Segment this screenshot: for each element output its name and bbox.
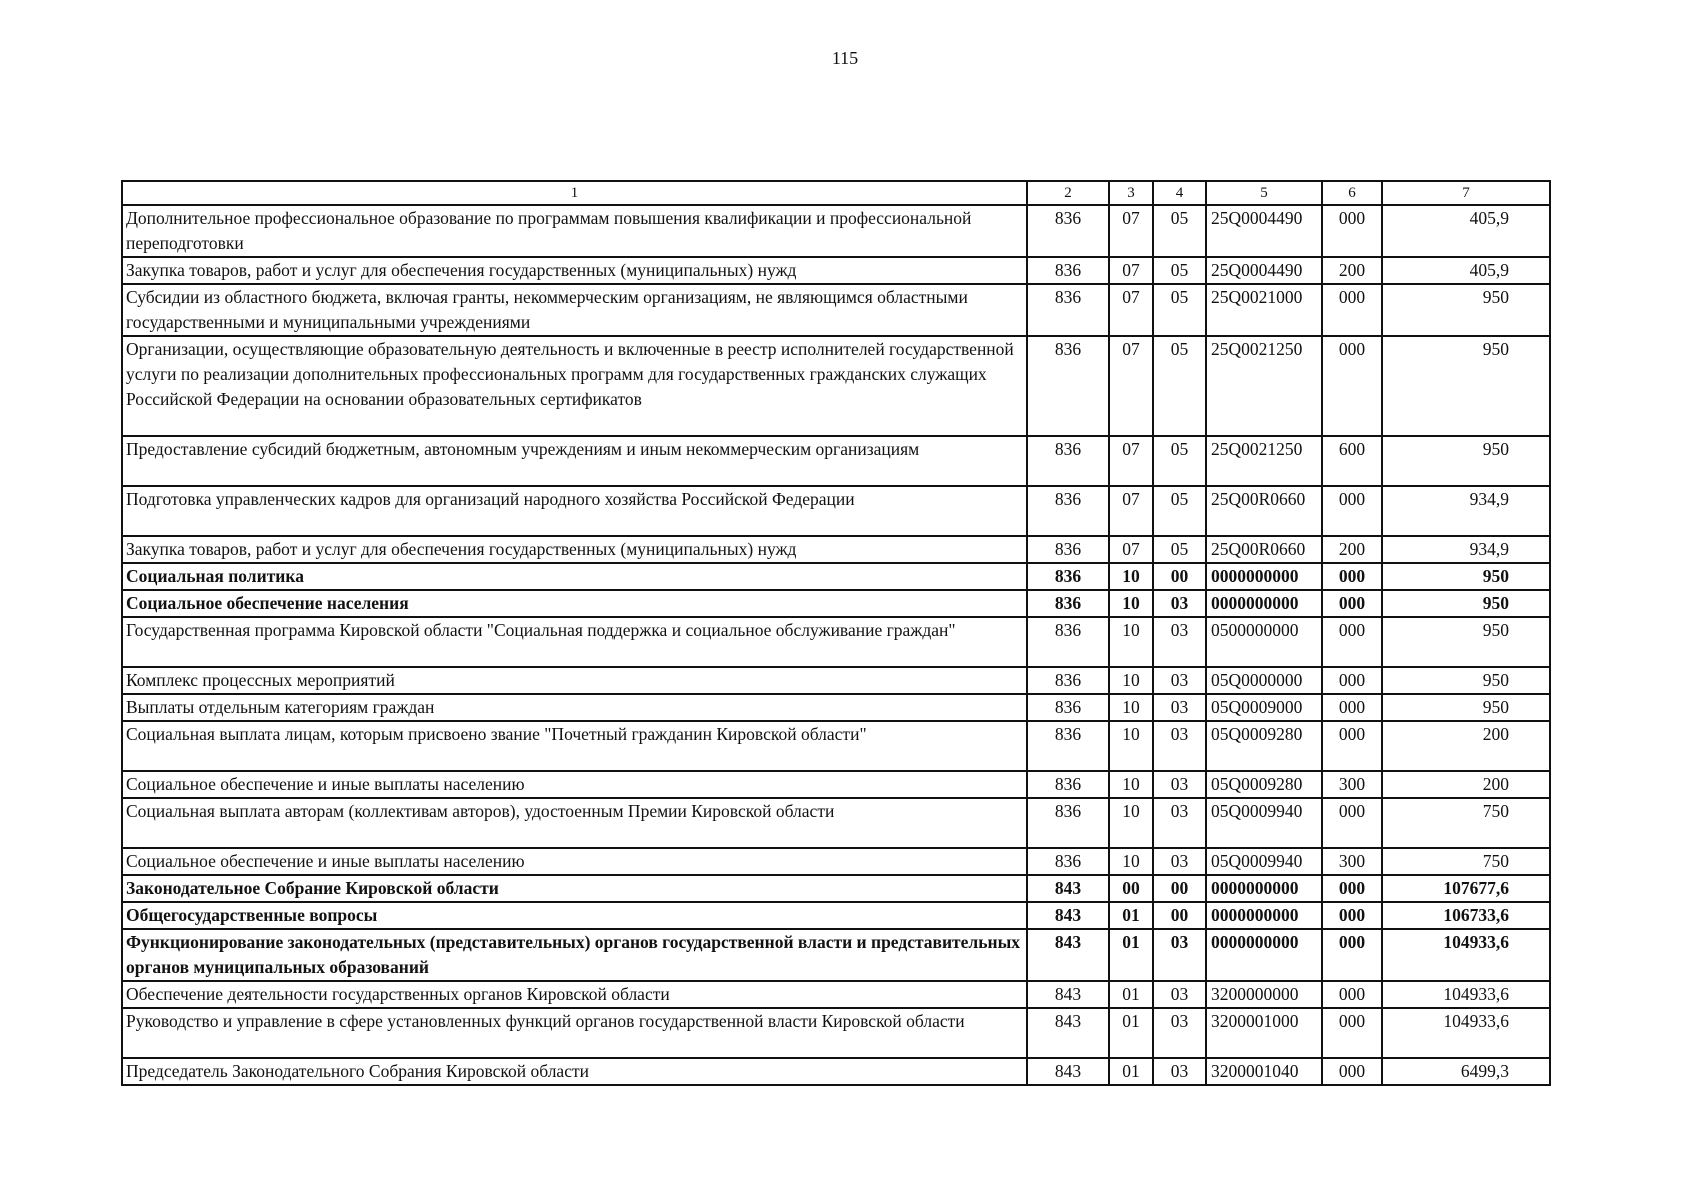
department-code-cell: 836 (1027, 536, 1109, 563)
department-code-cell: 843 (1027, 1008, 1109, 1058)
department-code-cell: 843 (1027, 902, 1109, 929)
target-article-cell: 25Q0021250 (1206, 336, 1322, 436)
department-code-cell: 836 (1027, 486, 1109, 536)
row-name-cell: Организации, осуществляющие образовательную деятельность и включенные в реестр исполнителей государственной услуги по реализации дополнительных профессиональных программ для государственных гражданских служащих Российской Федерации на основании образовательных сертификатов (122, 336, 1027, 436)
section-code-cell: 01 (1109, 981, 1153, 1008)
table-row (122, 590, 1550, 617)
department-code-cell: 836 (1027, 336, 1109, 436)
department-code-cell: 836 (1027, 721, 1109, 771)
amount-cell: 950 (1382, 436, 1550, 486)
row-name-cell: Социальная выплата авторам (коллективам авторов), удостоенным Премии Кировской области (122, 798, 1027, 848)
subsection-code-cell: 03 (1153, 590, 1206, 617)
table-row (122, 205, 1550, 257)
section-code-cell: 01 (1109, 929, 1153, 981)
department-code-cell: 836 (1027, 436, 1109, 486)
table-row (122, 929, 1550, 981)
target-article-cell: 05Q0000000 (1206, 667, 1322, 694)
expense-type-cell: 300 (1322, 771, 1382, 798)
expense-type-cell: 000 (1322, 798, 1382, 848)
row-name-cell: Руководство и управление в сфере установленных функций органов государственной власти Кировской области (122, 1008, 1027, 1058)
target-article-cell: 0000000000 (1206, 875, 1322, 902)
department-code-cell: 836 (1027, 848, 1109, 875)
expense-type-cell: 600 (1322, 436, 1382, 486)
expense-type-cell: 000 (1322, 563, 1382, 590)
subsection-code-cell: 03 (1153, 1008, 1206, 1058)
department-code-cell: 836 (1027, 617, 1109, 667)
row-name-cell: Закупка товаров, работ и услуг для обеспечения государственных (муниципальных) нужд (122, 257, 1027, 284)
amount-cell: 950 (1382, 667, 1550, 694)
target-article-cell: 3200001000 (1206, 1008, 1322, 1058)
target-article-cell: 25Q0004490 (1206, 257, 1322, 284)
table-row (122, 563, 1550, 590)
row-name-cell: Функционирование законодательных (представительных) органов государственной власти и представительных органов муниципальных образований (122, 929, 1027, 981)
expense-type-cell: 000 (1322, 929, 1382, 981)
amount-cell: 950 (1382, 563, 1550, 590)
department-code-cell: 836 (1027, 257, 1109, 284)
section-code-cell: 10 (1109, 771, 1153, 798)
amount-cell: 104933,6 (1382, 1008, 1550, 1058)
expense-type-cell: 200 (1322, 257, 1382, 284)
row-name-cell: Социальное обеспечение и иные выплаты населению (122, 771, 1027, 798)
table-row (122, 536, 1550, 563)
expense-type-cell: 000 (1322, 1058, 1382, 1085)
row-name-cell: Социальное обеспечение и иные выплаты населению (122, 848, 1027, 875)
section-code-cell: 07 (1109, 336, 1153, 436)
column-header: 5 (1206, 181, 1322, 205)
section-code-cell: 01 (1109, 902, 1153, 929)
section-code-cell: 10 (1109, 848, 1153, 875)
subsection-code-cell: 00 (1153, 563, 1206, 590)
section-code-cell: 00 (1109, 875, 1153, 902)
expense-type-cell: 000 (1322, 981, 1382, 1008)
table-row (122, 436, 1550, 486)
target-article-cell: 0000000000 (1206, 902, 1322, 929)
subsection-code-cell: 05 (1153, 336, 1206, 436)
table-row (122, 721, 1550, 771)
expense-type-cell: 000 (1322, 721, 1382, 771)
target-article-cell: 3200001040 (1206, 1058, 1322, 1085)
amount-cell: 934,9 (1382, 536, 1550, 563)
table-row (122, 875, 1550, 902)
amount-cell: 104933,6 (1382, 981, 1550, 1008)
expense-type-cell: 000 (1322, 205, 1382, 257)
table-row (122, 694, 1550, 721)
amount-cell: 950 (1382, 590, 1550, 617)
row-name-cell: Выплаты отдельным категориям граждан (122, 694, 1027, 721)
subsection-code-cell: 03 (1153, 798, 1206, 848)
target-article-cell: 05Q0009280 (1206, 721, 1322, 771)
section-code-cell: 07 (1109, 257, 1153, 284)
row-name-cell: Обеспечение деятельности государственных органов Кировской области (122, 981, 1027, 1008)
table-row (122, 486, 1550, 536)
row-name-cell: Предоставление субсидий бюджетным, автономным учреждениям и иным некоммерческим организациям (122, 436, 1027, 486)
amount-cell: 106733,6 (1382, 902, 1550, 929)
section-code-cell: 07 (1109, 486, 1153, 536)
amount-cell: 200 (1382, 721, 1550, 771)
section-code-cell: 07 (1109, 536, 1153, 563)
column-header: 2 (1027, 181, 1109, 205)
subsection-code-cell: 03 (1153, 981, 1206, 1008)
section-code-cell: 10 (1109, 667, 1153, 694)
amount-cell: 104933,6 (1382, 929, 1550, 981)
row-name-cell: Подготовка управленческих кадров для организаций народного хозяйства Российской Федерации (122, 486, 1027, 536)
expense-type-cell: 000 (1322, 1008, 1382, 1058)
table-row (122, 257, 1550, 284)
table-row (122, 848, 1550, 875)
subsection-code-cell: 05 (1153, 486, 1206, 536)
table-row (122, 1008, 1550, 1058)
subsection-code-cell: 05 (1153, 257, 1206, 284)
row-name-cell: Субсидии из областного бюджета, включая гранты, некоммерческим организациям, не являющимся областными государственными и муниципальными учреждениями (122, 284, 1027, 336)
subsection-code-cell: 03 (1153, 617, 1206, 667)
department-code-cell: 836 (1027, 284, 1109, 336)
table-body (122, 205, 1550, 1085)
target-article-cell: 05Q0009280 (1206, 771, 1322, 798)
table-row (122, 336, 1550, 436)
subsection-code-cell: 03 (1153, 929, 1206, 981)
target-article-cell: 0000000000 (1206, 590, 1322, 617)
department-code-cell: 836 (1027, 667, 1109, 694)
target-article-cell: 3200000000 (1206, 981, 1322, 1008)
column-header: 1 (122, 181, 1027, 205)
section-code-cell: 10 (1109, 694, 1153, 721)
section-code-cell: 07 (1109, 436, 1153, 486)
section-code-cell: 10 (1109, 590, 1153, 617)
row-name-cell: Дополнительное профессиональное образование по программам повышения квалификации и профессиональной переподготовки (122, 205, 1027, 257)
amount-cell: 934,9 (1382, 486, 1550, 536)
budget-table (121, 180, 1551, 1086)
subsection-code-cell: 05 (1153, 205, 1206, 257)
target-article-cell: 0000000000 (1206, 563, 1322, 590)
amount-cell: 750 (1382, 848, 1550, 875)
target-article-cell: 0500000000 (1206, 617, 1322, 667)
row-name-cell: Общегосударственные вопросы (122, 902, 1027, 929)
subsection-code-cell: 00 (1153, 902, 1206, 929)
page-number: 115 (831, 48, 859, 68)
row-name-cell: Закупка товаров, работ и услуг для обеспечения государственных (муниципальных) нужд (122, 536, 1027, 563)
target-article-cell: 05Q0009940 (1206, 848, 1322, 875)
subsection-code-cell: 00 (1153, 875, 1206, 902)
row-name-cell: Социальная политика (122, 563, 1027, 590)
amount-cell: 6499,3 (1382, 1058, 1550, 1085)
expense-type-cell: 000 (1322, 694, 1382, 721)
section-code-cell: 07 (1109, 205, 1153, 257)
department-code-cell: 843 (1027, 929, 1109, 981)
subsection-code-cell: 05 (1153, 284, 1206, 336)
table-row (122, 1058, 1550, 1085)
table-row (122, 902, 1550, 929)
row-name-cell: Законодательное Собрание Кировской области (122, 875, 1027, 902)
expense-type-cell: 000 (1322, 902, 1382, 929)
target-article-cell: 25Q00R0660 (1206, 486, 1322, 536)
target-article-cell: 25Q0004490 (1206, 205, 1322, 257)
table-row (122, 981, 1550, 1008)
section-code-cell: 01 (1109, 1058, 1153, 1085)
department-code-cell: 843 (1027, 981, 1109, 1008)
column-header: 6 (1322, 181, 1382, 205)
amount-cell: 200 (1382, 771, 1550, 798)
subsection-code-cell: 03 (1153, 667, 1206, 694)
subsection-code-cell: 03 (1153, 721, 1206, 771)
row-name-cell: Председатель Законодательного Собрания Кировской области (122, 1058, 1027, 1085)
amount-cell: 405,9 (1382, 205, 1550, 257)
expense-type-cell: 000 (1322, 284, 1382, 336)
expense-type-cell: 000 (1322, 875, 1382, 902)
subsection-code-cell: 03 (1153, 694, 1206, 721)
expense-type-cell: 300 (1322, 848, 1382, 875)
target-article-cell: 05Q0009000 (1206, 694, 1322, 721)
amount-cell: 950 (1382, 617, 1550, 667)
column-number-header (122, 181, 1550, 205)
amount-cell: 107677,6 (1382, 875, 1550, 902)
section-code-cell: 07 (1109, 284, 1153, 336)
amount-cell: 950 (1382, 336, 1550, 436)
table-row (122, 798, 1550, 848)
table-row (122, 284, 1550, 336)
department-code-cell: 843 (1027, 1058, 1109, 1085)
expense-type-cell: 000 (1322, 667, 1382, 694)
amount-cell: 950 (1382, 694, 1550, 721)
expense-type-cell: 000 (1322, 336, 1382, 436)
subsection-code-cell: 05 (1153, 436, 1206, 486)
expense-type-cell: 200 (1322, 536, 1382, 563)
amount-cell: 750 (1382, 798, 1550, 848)
department-code-cell: 836 (1027, 798, 1109, 848)
amount-cell: 950 (1382, 284, 1550, 336)
expense-type-cell: 000 (1322, 486, 1382, 536)
target-article-cell: 25Q0021000 (1206, 284, 1322, 336)
row-name-cell: Комплекс процессных мероприятий (122, 667, 1027, 694)
target-article-cell: 25Q0021250 (1206, 436, 1322, 486)
subsection-code-cell: 03 (1153, 848, 1206, 875)
table-row (122, 667, 1550, 694)
department-code-cell: 843 (1027, 875, 1109, 902)
row-name-cell: Социальная выплата лицам, которым присвоено звание "Почетный гражданин Кировской области" (122, 721, 1027, 771)
column-header: 3 (1109, 181, 1153, 205)
department-code-cell: 836 (1027, 694, 1109, 721)
column-header: 7 (1382, 181, 1550, 205)
subsection-code-cell: 05 (1153, 536, 1206, 563)
column-header: 4 (1153, 181, 1206, 205)
target-article-cell: 05Q0009940 (1206, 798, 1322, 848)
department-code-cell: 836 (1027, 590, 1109, 617)
target-article-cell: 25Q00R0660 (1206, 536, 1322, 563)
row-name-cell: Государственная программа Кировской области "Социальная поддержка и социальное обслуживание граждан" (122, 617, 1027, 667)
table-row (122, 771, 1550, 798)
target-article-cell: 0000000000 (1206, 929, 1322, 981)
section-code-cell: 10 (1109, 798, 1153, 848)
table-row (122, 617, 1550, 667)
department-code-cell: 836 (1027, 205, 1109, 257)
section-code-cell: 10 (1109, 617, 1153, 667)
section-code-cell: 10 (1109, 721, 1153, 771)
department-code-cell: 836 (1027, 771, 1109, 798)
subsection-code-cell: 03 (1153, 771, 1206, 798)
section-code-cell: 10 (1109, 563, 1153, 590)
amount-cell: 405,9 (1382, 257, 1550, 284)
row-name-cell: Социальное обеспечение населения (122, 590, 1027, 617)
subsection-code-cell: 03 (1153, 1058, 1206, 1085)
department-code-cell: 836 (1027, 563, 1109, 590)
section-code-cell: 01 (1109, 1008, 1153, 1058)
expense-type-cell: 000 (1322, 590, 1382, 617)
expense-type-cell: 000 (1322, 617, 1382, 667)
